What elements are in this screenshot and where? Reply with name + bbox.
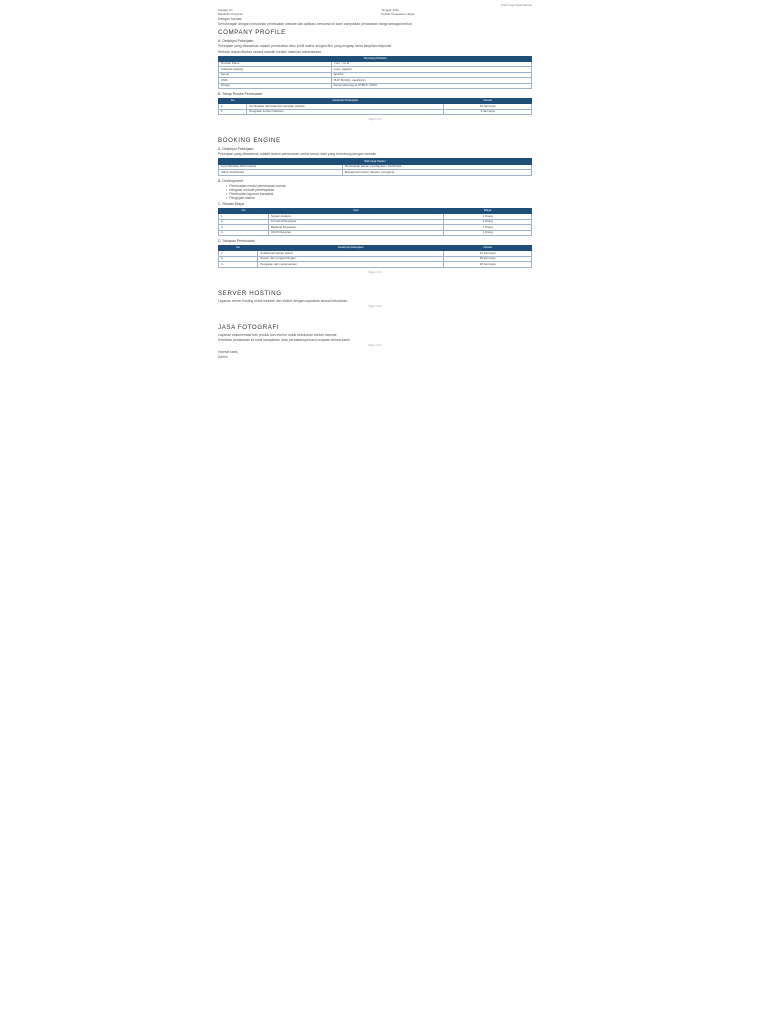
table-header: Deskripsi Pekerjaan — [258, 246, 444, 251]
table-cell: 1 — [219, 214, 269, 219]
data-table — [218, 245, 532, 268]
page-gap — [218, 124, 532, 134]
page-number: Page 1 of 4 — [368, 118, 382, 122]
page-number: Page 2 of 4 — [368, 270, 382, 274]
list-item: • Pembuatan modul pemesanan kamar — [226, 184, 532, 188]
data-table — [218, 56, 532, 89]
table-cell: Frontend Developer — [268, 219, 443, 224]
table-cell: Domain Name — [219, 62, 332, 67]
meta-line: Bapak/Ibu Pimpinan — [218, 12, 244, 17]
table-cell: 10 hari kerja — [444, 104, 532, 109]
table-cell: PHP, MySQL, JavaScript — [331, 78, 531, 83]
table-cell: 3 — [219, 262, 258, 267]
subsection-title: C. Rincian Biaya — [218, 202, 244, 206]
table-row — [219, 262, 532, 267]
list-item: • Pengujian sistem — [226, 196, 532, 200]
table-cell: UI/UX Designer — [268, 230, 443, 235]
letter-meta — [218, 8, 532, 16]
table-header: Durasi — [444, 99, 532, 104]
table-cell: Admin Dashboard — [219, 170, 343, 175]
table-cell: Responsive layout HTML5, CSS3 — [331, 83, 531, 88]
paragraph: Pekerjaan yang ditawarkan adalah pembuatan situs profil usaha dengan fitur yang lengkap serta tampilan responsif. — [218, 44, 393, 49]
table-cell: .com / .co.id — [331, 62, 531, 67]
section-title: JASA FOTOGRAFI — [218, 323, 280, 331]
table-cell: 1 Orang — [444, 214, 532, 219]
table-cell: 1 Orang — [444, 230, 532, 235]
intro: Sehubungan dengan kebutuhan pembuatan website dan aplikasi, bersama ini kami sampaikan penawaran harga sebagai berikut. — [218, 22, 413, 27]
closing — [218, 350, 532, 359]
table-cell: 1 Orang — [444, 219, 532, 224]
table-cell: Apache — [331, 72, 531, 77]
table-cell: Backend Developer — [268, 225, 443, 230]
section — [218, 311, 532, 348]
table-header: No — [219, 99, 247, 104]
opening: Dengan hormat, — [218, 17, 243, 22]
table-cell: Pengujian dan implementasi — [258, 262, 444, 267]
table-title: Teknologi Sistem — [219, 159, 532, 164]
list-item: • Integrasi metode pembayaran — [226, 188, 532, 192]
meta-line: Perihal: Penawaran Harga — [381, 12, 415, 17]
list-item: • Pembuatan laporan transaksi — [226, 192, 532, 196]
table-cell: Pemesanan kamar, pembayaran, konfirmasi — [342, 164, 531, 169]
section — [218, 277, 532, 309]
closing-line: Hormat kami, — [218, 350, 239, 355]
table-header: Item — [268, 209, 443, 214]
table-cell: 2 — [219, 219, 269, 224]
subsection-title: D. Tahapan Pembuatan — [218, 238, 255, 243]
table-cell: Design — [219, 83, 332, 88]
table-row — [219, 230, 532, 235]
subsection-title: B. Tahap Proses Pembuatan — [218, 91, 263, 96]
bullet-list — [226, 184, 532, 200]
table-cell: Pembuatan tata letak dan tampilan website — [247, 104, 444, 109]
data-table — [218, 158, 532, 175]
subsection-title: A. Deskripsi Pekerjaan — [218, 147, 254, 152]
section — [218, 29, 532, 122]
table-header: No — [219, 209, 269, 214]
section — [218, 124, 532, 274]
table-cell: Analisa kebutuhan sistem — [258, 251, 444, 256]
table-header: Deskripsi Pekerjaan — [247, 99, 444, 104]
table-row — [219, 170, 532, 175]
section-title: COMPANY PROFILE — [218, 29, 286, 37]
table-cell: Manajemen kamar, laporan, pengguna — [342, 170, 531, 175]
table-header: Biaya — [444, 209, 532, 214]
subsection-title: A. Deskripsi Pekerjaan — [218, 39, 254, 44]
page-gap — [218, 277, 532, 287]
table-header: Durasi — [444, 246, 532, 251]
meta-line: Tanggal: 2019 — [381, 8, 399, 12]
page-number: Page 4 of 4 — [368, 344, 382, 348]
table-cell: 3 hari kerja — [444, 109, 532, 114]
table-cell: 10 hari kerja — [444, 251, 532, 256]
running-header: Draft Harga Paket Website — [501, 4, 532, 7]
table-cell: 3 — [219, 225, 269, 230]
table-cell: System Analyst — [268, 214, 443, 219]
table-cell: Linux, Apache — [331, 67, 531, 72]
table-cell: 1 — [219, 104, 247, 109]
table-cell: 2 — [219, 256, 258, 261]
table-cell: Pengisian konten halaman — [247, 109, 444, 114]
meta-line: Kepada Yth — [218, 8, 233, 12]
meta-right — [381, 8, 532, 16]
paragraph: Pekerjaan yang ditawarkan adalah sistem pemesanan online untuk hotel yang terhubung dengan website. — [218, 152, 378, 157]
data-table — [218, 98, 532, 115]
paragraph: Layanan dokumentasi foto produk dan interior untuk kebutuhan konten website. — [218, 332, 338, 337]
section-title: BOOKING ENGINE — [218, 137, 281, 145]
paragraph: Website dapat dikelola secara mandiri melalui halaman administrator. — [218, 49, 323, 54]
table-cell: 1 Orang — [444, 225, 532, 230]
document-page — [218, 4, 532, 1020]
table-cell: Front Website (Web based) — [219, 164, 343, 169]
data-table — [218, 208, 532, 236]
table-cell: 1 — [219, 251, 258, 256]
page-number: Page 3 of 4 — [368, 304, 382, 308]
table-cell: Server — [219, 72, 332, 77]
page-gap — [218, 311, 532, 321]
meta-left — [218, 8, 369, 16]
paragraph: Demikian penawaran ini kami sampaikan, atas perhatiannya kami ucapkan terima kasih. — [218, 337, 351, 342]
table-row — [219, 83, 532, 88]
table-cell: 4 — [219, 230, 269, 235]
table-cell: Software Hosting — [219, 67, 332, 72]
table-row — [219, 109, 532, 114]
table-cell: 2 — [219, 109, 247, 114]
table-cell: CMS — [219, 78, 332, 83]
table-cell: Desain dan pengembangan — [258, 256, 444, 261]
subsection-title: B. Development — [218, 178, 243, 183]
closing-line: Admin — [218, 355, 228, 360]
paragraph: Layanan server hosting untuk website dan sistem dengan kapasitas sesuai kebutuhan. — [218, 298, 349, 303]
table-cell: 30 hari kerja — [444, 256, 532, 261]
table-title: Teknologi Website — [219, 56, 532, 61]
table-cell: 20 hari kerja — [444, 262, 532, 267]
section-title: SERVER HOSTING — [218, 289, 282, 297]
table-header: No — [219, 246, 258, 251]
